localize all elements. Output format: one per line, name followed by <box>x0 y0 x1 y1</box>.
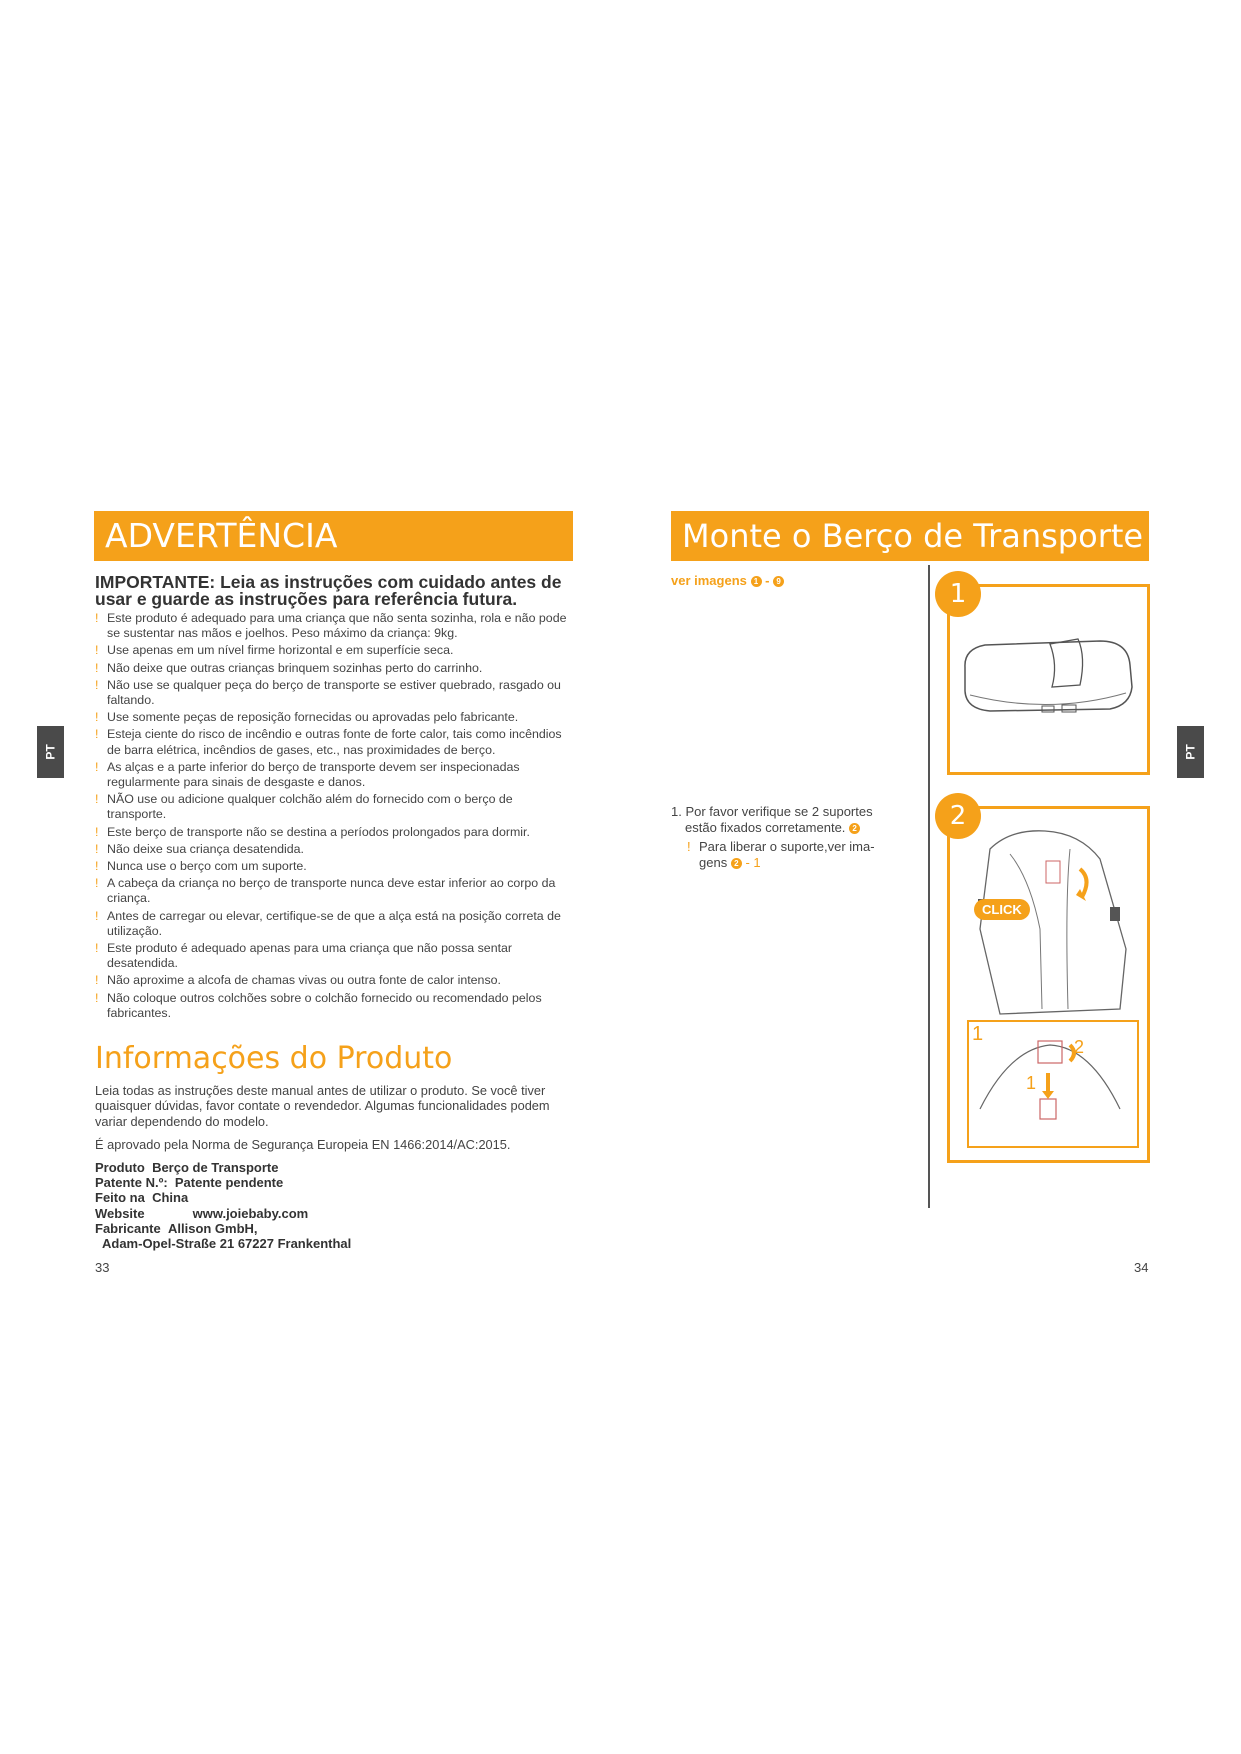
detail-row-website: Website www.joiebaby.com <box>95 1205 309 1221</box>
warning-mark: ! <box>95 710 99 725</box>
warning-item: ! Não aproxime a alcofa de chamas vivas ou outra fonte de calor intenso. <box>95 973 501 988</box>
warnings-list <box>95 611 575 1023</box>
detail-row-address: Adam-Opel-Straße 21 67227 Frankenthal <box>102 1236 352 1252</box>
warning-banner-title: ADVERTÊNCIA <box>94 511 573 561</box>
warning-mark: ! <box>95 677 99 692</box>
warning-item: ! Use apenas em um nível firme horizontal e em superfície seca. <box>95 643 454 658</box>
image-ref-badge: 9 <box>773 576 784 587</box>
inset-arrow-2-label: 2 <box>1074 1037 1085 1057</box>
language-tab-left <box>37 726 64 778</box>
product-details <box>95 1160 495 1251</box>
warning-mark: ! <box>95 727 99 742</box>
warning-mark: ! <box>95 792 99 807</box>
warning-item: ! Antes de carregar ou elevar, certifique-se de que a alça está na posição correta de utilização. <box>95 908 561 938</box>
figure-1-frame <box>947 584 1150 775</box>
website-link[interactable]: www.joiebaby.com <box>192 1205 309 1221</box>
handle-attachment-illustration <box>950 809 1147 1160</box>
inset-arrow-1-label: 1 <box>1026 1073 1037 1093</box>
page-number-left: 33 <box>95 1260 110 1275</box>
figure-1-badge: 1 <box>935 571 981 617</box>
warning-item: ! Não deixe sua criança desatendida. <box>95 841 305 856</box>
warning-item: ! Não coloque outros colchões sobre o colchão fornecido ou recomendado pelos fabricantes. <box>95 990 542 1020</box>
detail-row-manufacturer: Fabricante Allison GmbH, <box>95 1220 258 1236</box>
warning-mark: ! <box>95 824 99 839</box>
inset-number: 1 <box>972 1023 984 1045</box>
language-tab-label: PT <box>1183 744 1198 760</box>
figure-2-frame <box>947 806 1150 1163</box>
warning-item: ! Não deixe que outras crianças brinquem sozinhas perto do carrinho. <box>95 660 483 675</box>
warning-item: ! Use somente peças de reposição fornecidas ou aprovadas pelo fabricante. <box>95 710 519 725</box>
warning-item: ! Este berço de transporte não se destina a períodos prolongados para dormir. <box>95 824 530 839</box>
warning-mark: ! <box>95 941 99 956</box>
warning-item: ! Não use se qualquer peça do berço de transporte se estiver quebrado, rasgado ou faltando. <box>95 677 561 708</box>
product-info-title: Informações do Produto <box>95 1041 453 1076</box>
assembly-banner-title: Monte o Berço de Transporte <box>671 511 1149 561</box>
warning-mark: ! <box>95 841 99 856</box>
detail-row-patent: Patente N.º: Patente pendente <box>95 1175 284 1191</box>
warning-item: ! Nunca use o berço com um suporte. <box>95 859 307 874</box>
product-intro-text: Leia todas as instruções deste manual antes de utilizar o produto. Se você tiver quaisquer dúvidas, favor contate o revendedor. Algumas funcionalidades podem variar dependendo do modelo. <box>95 1083 550 1129</box>
warning-item: ! NÃO use ou adicione qualquer colchão além do fornecido com o berço de transporte. <box>95 792 513 822</box>
important-heading: IMPORTANTE: Leia as instruções com cuidado antes de usar e guarde as instruções para referência futura. <box>95 572 562 609</box>
warning-mark: ! <box>95 643 99 658</box>
warning-mark: ! <box>95 859 99 874</box>
figure-2-badge: 2 <box>935 793 981 839</box>
warning-mark: ! <box>95 908 99 923</box>
step-1-text: 1. Por favor verifique se 2 suportes estão fixados corretamente. 2 <box>671 804 873 835</box>
warning-mark: ! <box>95 973 99 988</box>
warning-item: ! Esteja ciente do risco de incêndio e outras fonte de forte calor, tais como incêndios de barra elétrica, incêndios de gases, etc., nas proximidades de berço. <box>95 727 562 757</box>
warning-item: ! Este produto é adequado apenas para uma criança que não possa sentar desatendida. <box>95 941 513 971</box>
detail-row-made-in: Feito na China <box>95 1190 189 1206</box>
language-tab-right <box>1177 726 1204 778</box>
image-ref-badge: 1 <box>751 576 762 587</box>
page-number-right: 34 <box>1134 1260 1149 1275</box>
warning-item: ! A cabeça da criança no berço de transporte nunca deve estar inferior ao corpo da criança. <box>95 876 556 906</box>
warning-mark: ! <box>95 660 99 675</box>
click-label: CLICK <box>974 899 1030 920</box>
image-ref-badge: 2 <box>849 823 860 834</box>
warning-item: ! Este produto é adequado para uma criança que não senta sozinha, rola e não pode se sustentar nas mãos e joelhos. Peso máximo da criança: 9kg. <box>95 611 567 641</box>
carrycot-illustration <box>950 587 1147 772</box>
warning-mark: ! <box>687 839 691 854</box>
warning-item: ! As alças e a parte inferior do berço de transporte devem ser inspecionadas regularmente para sinais de desgaste e danos. <box>95 759 520 790</box>
step-1-note: ! Para liberar o suporte,ver ima- gens 2 - 1 <box>687 839 875 870</box>
warning-mark: ! <box>95 759 99 774</box>
column-divider <box>928 565 930 1208</box>
approval-text: É aprovado pela Norma de Segurança Europeia EN 1466:2014/AC:2015. <box>95 1137 511 1152</box>
see-images-reference: ver imagens 1 - 9 <box>671 573 784 588</box>
image-ref-badge: 2 <box>731 858 742 869</box>
warning-mark: ! <box>95 990 99 1005</box>
warning-mark: ! <box>95 876 99 891</box>
warning-mark: ! <box>95 611 99 625</box>
detail-row-product: Produto Berço de Transporte <box>95 1160 279 1175</box>
language-tab-label: PT <box>43 744 58 760</box>
